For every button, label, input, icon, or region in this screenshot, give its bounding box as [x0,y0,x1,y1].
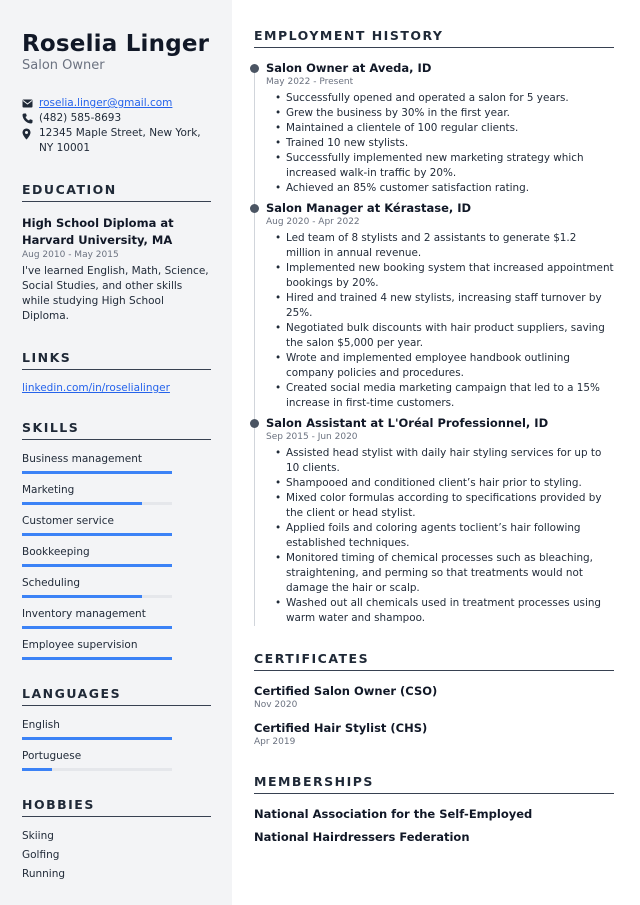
skill-level-fill [22,564,172,567]
contact-info [22,96,211,156]
skill [22,607,211,629]
job-entry [254,60,614,196]
main-content [254,28,614,845]
skill-level-fill [22,595,142,598]
job-entry [254,415,614,626]
job-title: Salon Owner [22,58,105,73]
contact-address-row [22,126,211,156]
job-entry-date: Sep 2015 - Jun 2020 [266,432,358,442]
job-bullet: • Maintained a clientele of 100 regular clients. [275,121,614,136]
certificates-section [254,651,614,749]
job-bullet: • Applied foils and coloring agents toclient’s hair following established techniques. [275,521,614,551]
skills-section [22,420,211,660]
job-entry-date: Aug 2020 - Apr 2022 [266,217,360,227]
job-bullet: • Led team of 8 stylists and 2 assistants to generate $1.2 million in annual revenue. [275,231,614,261]
phone-number: (482) 585-8693 [39,112,122,124]
language-level-fill [22,737,172,740]
hobby-item: Skiing [22,830,54,842]
employment-section [254,28,614,626]
skill-level-track [22,471,172,474]
membership-item: National Association for the Self-Employed [254,807,533,821]
links-heading: LINKS [22,350,211,370]
skill-level-fill [22,502,142,505]
hobby-item: Running [22,868,66,880]
languages-heading: LANGUAGES [22,686,211,706]
hobbies-heading: HOBBIES [22,797,211,817]
employment-heading: EMPLOYMENT HISTORY [254,28,614,48]
envelope-icon [22,96,39,111]
job-bullet: • Monitored timing of chemical processes such as bleaching, straightening, and perming so that treatments would not damage the hair or scalp. [275,551,614,596]
job-entry-title: Salon Owner at Aveda, ID [266,61,432,75]
linkedin-link[interactable]: linkedin.com/in/roselialinger [22,382,170,394]
skill-level-fill [22,626,172,629]
job-entry-title: Salon Manager at Kérastase, ID [266,201,472,215]
job-bullet-list [275,446,614,626]
sidebar [0,0,232,905]
location-pin-icon [22,126,39,141]
languages-section [22,686,211,771]
skill-level-fill [22,533,172,536]
job-bullet: • Trained 10 new stylists. [275,136,614,151]
skill [22,638,211,660]
skill-level-track [22,502,172,505]
skill [22,576,211,598]
skill-label: Business management [22,453,142,465]
skill-label: Bookkeeping [22,546,90,558]
skill-label: Customer service [22,515,114,527]
skill-level-fill [22,657,172,660]
timeline-dot-icon [250,204,259,213]
job-bullet: • Shampooed and conditioned client’s hair prior to styling. [275,476,614,491]
language-label: English [22,719,60,731]
skill-label: Employee supervision [22,639,138,651]
skill-level-track [22,533,172,536]
skill-level-track [22,657,172,660]
education-title: High School Diploma at Harvard University, MA [22,216,174,247]
skill-level-track [22,595,172,598]
skill-level-fill [22,471,172,474]
skill-level-track [22,564,172,567]
job-entry-date: May 2022 - Present [266,77,354,87]
job-bullet: • Successfully implemented new marketing strategy which increased walk-in traffic by 20%. [275,151,614,181]
memberships-heading: MEMBERSHIPS [254,774,614,794]
job-bullet: • Created social media marketing campaign that led to a 15% increase in first-time customers. [275,381,614,411]
job-bullet: • Grew the business by 30% in the first year. [275,106,614,121]
education-date: Aug 2010 - May 2015 [22,250,119,260]
language-label: Portuguese [22,750,82,762]
education-section [22,182,211,324]
certificate-item [254,683,614,712]
skill [22,514,211,536]
job-bullet: • Assisted head stylist with daily hair styling services for up to 10 clients. [275,446,614,476]
links-section [22,350,211,394]
certificate-date: Apr 2019 [254,737,296,747]
address: 12345 Maple Street, New York, NY 10001 [39,127,201,154]
language-level-fill [22,768,52,771]
memberships-list [254,806,614,845]
skill-level-track [22,626,172,629]
certificate-item [254,720,614,749]
job-bullet-list [275,231,614,411]
language-level-track [22,768,172,771]
hobbies-section [22,797,211,884]
job-entry [254,200,614,411]
job-entry-title: Salon Assistant at L'Oréal Professionnel, ID [266,416,549,430]
language [22,749,211,771]
phone-icon [22,111,39,126]
language [22,718,211,740]
skills-heading: SKILLS [22,420,211,440]
job-bullet: • Achieved an 85% customer satisfaction rating. [275,181,614,196]
timeline-dot-icon [250,419,259,428]
contact-email-row [22,96,211,111]
certificate-title: Certified Salon Owner (CSO) [254,684,438,698]
skill-label: Marketing [22,484,75,496]
language-level-track [22,737,172,740]
person-name: Roselia Linger [22,31,210,57]
job-bullet-list [275,91,614,196]
skill-label: Scheduling [22,577,81,589]
contact-phone-row [22,111,211,126]
skill [22,483,211,505]
memberships-section [254,774,614,845]
skills-list [22,452,211,660]
membership-item: National Hairdressers Federation [254,830,470,844]
hobby-item: Golfing [22,849,60,861]
job-bullet: • Hired and trained 4 new stylists, increasing staff turnover by 25%. [275,291,614,321]
skill [22,545,211,567]
languages-list [22,718,211,771]
skill [22,452,211,474]
email-link[interactable]: roselia.linger@gmail.com [39,97,173,109]
skill-label: Inventory management [22,608,146,620]
job-bullet: • Negotiated bulk discounts with hair product suppliers, saving the salon $5,000 per year. [275,321,614,351]
employment-timeline [254,60,614,626]
hobbies-list [22,827,211,884]
job-bullet: • Implemented new booking system that increased appointment bookings by 20%. [275,261,614,291]
job-bullet: • Successfully opened and operated a salon for 5 years. [275,91,614,106]
job-bullet: • Mixed color formulas according to specifications provided by the client or head stylist. [275,491,614,521]
education-heading: EDUCATION [22,182,211,202]
certificate-title: Certified Hair Stylist (CHS) [254,721,428,735]
education-description: I've learned English, Math, Science, Social Studies, and other skills while studying High School Diploma. [22,265,209,322]
job-bullet: • Wrote and implemented employee handbook outlining company policies and procedures. [275,351,614,381]
certificate-date: Nov 2020 [254,700,298,710]
job-bullet: • Washed out all chemicals used in treatment processes using warm water and shampoo. [275,596,614,626]
timeline-dot-icon [250,64,259,73]
certificates-heading: CERTIFICATES [254,651,614,671]
